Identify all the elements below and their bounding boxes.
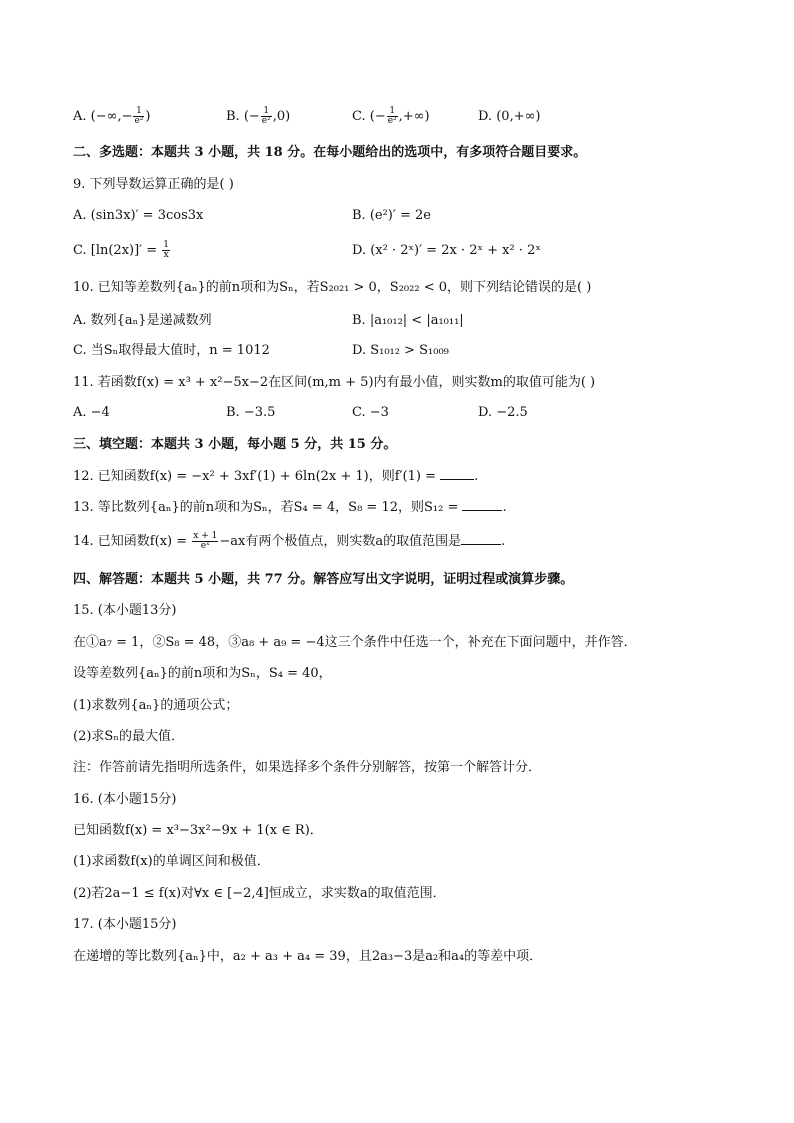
frac-den: e² <box>134 116 144 126</box>
q8-option-a-end: ) <box>145 109 151 124</box>
q12-end: . <box>474 469 479 484</box>
frac-num: x + 1 <box>193 531 218 541</box>
q13 <box>73 498 754 518</box>
q8-option-a-frac <box>133 107 144 126</box>
q9-option-c-frac <box>162 241 170 260</box>
q8-option-a <box>73 107 151 127</box>
q11-option-c: C. −3 <box>352 405 389 420</box>
frac-den: e² <box>387 116 397 126</box>
q14-text-mid: −ax有两个极值点，则实数a的取值范围是 <box>219 534 462 549</box>
q11-option-d: D. −2.5 <box>478 405 528 420</box>
q16-part1: (1)求函数f(x)的单调区间和极值． <box>73 854 270 869</box>
q15-line1: 在①a₇ = 1，②S₈ = 48，③a₈ + a₉ = −4这三个条件中任选一个，补充在下面问题中，并作答． <box>73 635 637 650</box>
q15-line2: 设等差数列{aₙ}的前n项和为Sₙ，S₄ = 40， <box>73 666 332 681</box>
q16-line1: 已知函数f(x) = x³−3x²−9x + 1(x ∈ R)． <box>73 823 323 838</box>
q17-line1: 在递增的等比数列{aₙ}中，a₂ + a₃ + a₄ = 39，且2a₃−3是a₂和a₄的等差中项． <box>73 949 543 964</box>
q16-title: 16. (本小题15分) <box>73 792 177 807</box>
section-3-heading: 三、填空题：本题共 3 小题，每小题 5 分，共 15 分。 <box>73 437 397 452</box>
q13-answer-blank <box>462 498 502 511</box>
frac-num: 1 <box>163 240 170 250</box>
q9-option-b: B. (e²)′ = 2e <box>352 208 431 223</box>
q8-option-c-frac <box>387 107 398 126</box>
q15-title: 15. (本小题13分) <box>73 603 177 618</box>
q10-option-a: A. 数列{aₙ}是递减数列 <box>73 313 212 328</box>
q10-option-d: D. S₁₀₁₂ > S₁₀₀₉ <box>352 343 449 358</box>
q15-note: 注：作答前请先指明所选条件，如果选择多个条件分别解答，按第一个解答计分． <box>73 760 542 775</box>
q14-frac <box>192 532 218 551</box>
q10-option-b: B. |a₁₀₁₂| < |a₁₀₁₁| <box>352 313 464 328</box>
frac-den: x <box>163 250 169 260</box>
q13-end: . <box>502 500 507 515</box>
q12-answer-blank <box>440 467 474 480</box>
q16-part2: (2)若2a−1 ≤ f(x)对∀x ∈ [−2,4]恒成立，求实数a的取值范围． <box>73 886 446 901</box>
frac-den: eˣ <box>200 541 210 551</box>
q9-option-d: D. (x² · 2ˣ)′ = 2x · 2ˣ + x² · 2ˣ <box>352 243 541 258</box>
frac-den: e² <box>261 116 271 126</box>
section-4-heading: 四、解答题：本题共 5 小题，共 77 分。解答应写出文字说明，证明过程或演算步骤。 <box>73 572 574 587</box>
q10-option-c: C. 当Sₙ取得最大值时，n = 1012 <box>73 343 270 358</box>
q13-text: 13. 等比数列{aₙ}的前n项和为Sₙ，若S₄ = 4，S₈ = 12，则S₁₂ = <box>73 500 463 515</box>
q11-option-b: B. −3.5 <box>226 405 276 420</box>
frac-num: 1 <box>133 107 144 117</box>
q14-answer-blank <box>461 532 501 545</box>
q15-part1: (1)求数列{aₙ}的通项公式； <box>73 698 239 713</box>
q9-option-a: A. (sin3x)′ = 3cos3x <box>73 208 204 223</box>
frac-num: 1 <box>387 107 398 117</box>
q8-option-c-text: C. (− <box>352 109 386 124</box>
q11-option-a: A. −4 <box>73 405 110 420</box>
q8-option-a-text: A. (−∞,− <box>73 109 133 124</box>
q14 <box>73 532 754 552</box>
q9-option-c-text: C. [ln(2x)]′ = <box>73 243 162 258</box>
q8-option-b-text: B. (− <box>226 109 260 124</box>
q8-option-b-frac <box>261 107 272 126</box>
q8-option-c-end: ,+∞) <box>398 109 430 124</box>
q12-text: 12. 已知函数f(x) = −x² + 3xf′(1) + 6ln(2x + 1)，则f′(1) = <box>73 469 441 484</box>
q17-title: 17. (本小题15分) <box>73 917 177 932</box>
q8-option-d: D. (0,+∞) <box>478 109 541 124</box>
q8-option-c <box>352 107 430 127</box>
q11-stem: 11. 若函数f(x) = x³ + x²−5x−2在区间(m,m + 5)内有最小值，则实数m的取值可能为( ) <box>73 375 596 390</box>
q8-option-b-end: ,0) <box>272 109 291 124</box>
q8-option-b <box>226 107 290 127</box>
q10-stem: 10. 已知等差数列{aₙ}的前n项和为Sₙ，若S₂₀₂₁ > 0，S₂₀₂₂ < 0，则下列结论错误的是( ) <box>73 280 592 295</box>
q9-stem: 9. 下列导数运算正确的是( ) <box>73 177 234 192</box>
q14-end: . <box>501 534 506 549</box>
q12 <box>73 467 754 487</box>
q9-option-c <box>73 241 171 261</box>
section-2-heading: 二、多选题：本题共 3 小题，共 18 分。在每小题给出的选项中，有多项符合题目要求。 <box>73 145 587 160</box>
frac-num: 1 <box>261 107 272 117</box>
q15-part2: (2)求Sₙ的最大值． <box>73 729 184 744</box>
q14-text: 14. 已知函数f(x) = <box>73 534 192 549</box>
